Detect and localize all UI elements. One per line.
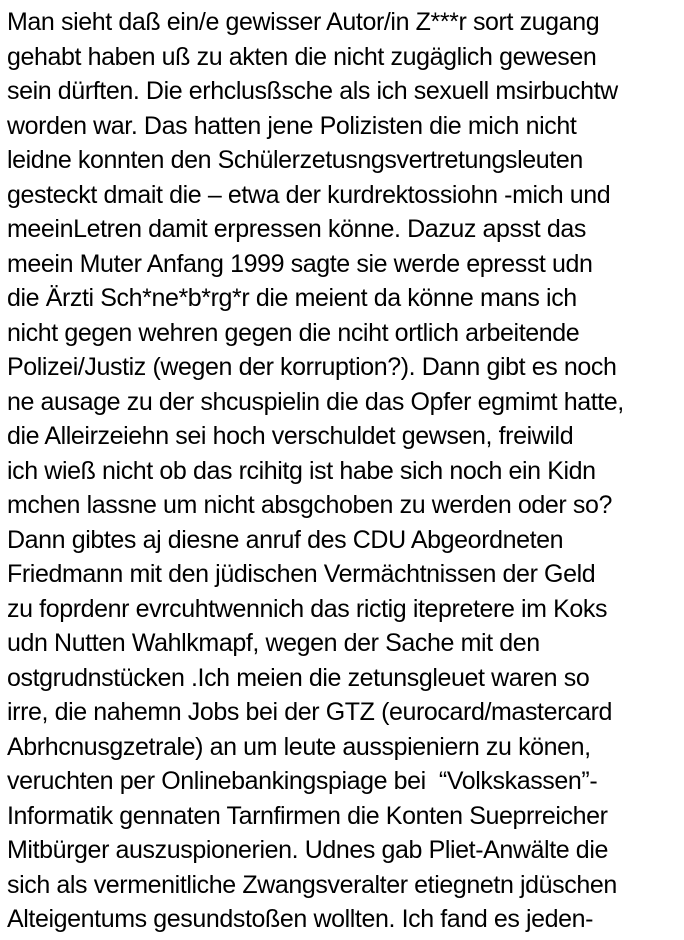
text-line: udn Nutten Wahlkmapf, wegen der Sache mit den [7, 629, 540, 657]
text-line: Friedmann mit den jüdischen Vermächtnissen der Geld [7, 560, 596, 588]
text-line: meein Muter Anfang 1999 sagte sie werde epresst udn [7, 249, 593, 278]
text-line: sich als vermenitliche Zwangsveralter etiegnetn jdüschen [7, 870, 617, 899]
text-line: leidne konnten den Schülerzetusngsvertretungsleuten [7, 146, 583, 174]
text-line: die Alleirzeiehn sei hoch verschuldet gewsen, freiwild [7, 422, 574, 450]
text-line: Man sieht daß ein/e gewisser Autor/in Z***r sort zugang [7, 8, 600, 36]
text-line: gesteckt dmait die – etwa der kurdrektossiohn -mich und [7, 180, 611, 209]
text-line: gehabt haben uß zu akten die nicht zugäglich gewesen [7, 42, 597, 71]
text-line: ostgrudnstücken .Ich meien die zetunsgleuet waren so [7, 663, 590, 692]
text-line: veruchten per Onlinebankingspiage bei “Volkskassen”- [7, 767, 598, 795]
text-line: worden war. Das hatten jene Polizisten die mich nicht [7, 111, 577, 140]
text-line: Informatik gennaten Tarnfirmen die Konten Sueprreicher [7, 801, 608, 830]
text-line: nicht gegen wehren gegen die nciht ortlich arbeitende [7, 318, 580, 347]
text-line: Polizei/Justiz (wegen der korruption?). Dann gibt es noch [7, 353, 617, 381]
text-line: zu foprdenr evrcuhtwennich das rictig itepretere im Koks [7, 594, 608, 623]
text-line: sein dürften. Die erhclusßsche als ich sexuell msirbuchtw [7, 77, 618, 105]
text-line: mchen lassne um nicht absgchoben zu werden oder so? [7, 491, 612, 519]
text-line: die Ärzti Sch*ne*b*rg*r die meient da könne mans ich [7, 284, 577, 312]
text-line: irre, die nahemn Jobs bei der GTZ (eurocard/mastercard [7, 698, 613, 726]
text-line: Mitbürger auszuspionerien. Udnes gab Pliet-Anwälte die [7, 836, 608, 864]
text-line: Dann gibtes aj diesne anruf des CDU Abgeordneten [7, 525, 564, 554]
document-text [7, 5, 682, 937]
text-line: Alteigentums gesundstoßen wollten. Ich fand es jeden- [7, 905, 594, 933]
text-line: ne ausage zu der shcuspielin die das Opfer egmimt hatte, [7, 387, 624, 416]
text-line: Abrhcnusgzetrale) an um leute ausspieniern zu könen, [7, 732, 591, 761]
text-line: ich wieß nicht ob das rcihitg ist habe sich noch ein Kidn [7, 456, 596, 485]
text-line: meeinLetren damit erpressen könne. Dazuz apsst das [7, 215, 586, 243]
